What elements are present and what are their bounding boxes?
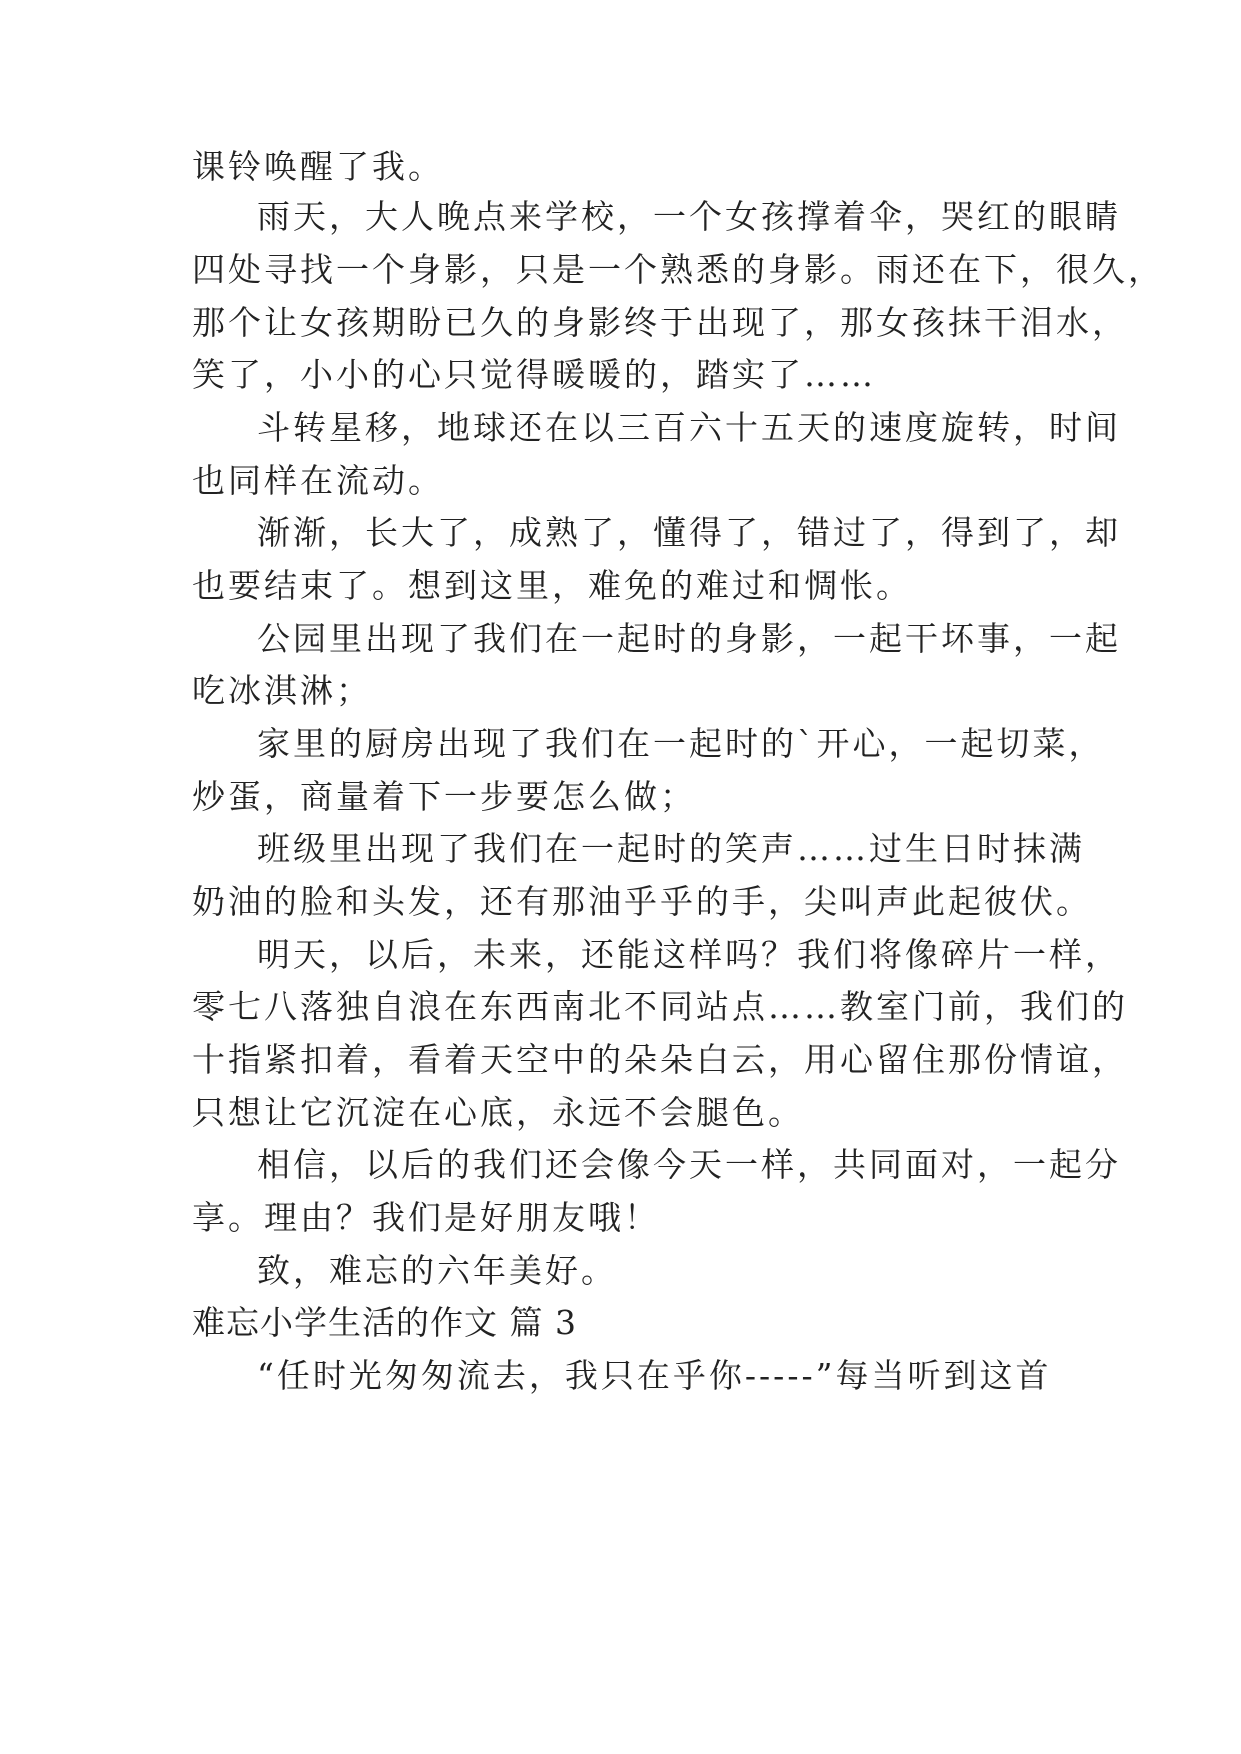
text-line: 十指紧扣着，看着天空中的朵朵白云，用心留住那份情谊， <box>192 1040 1128 1079</box>
paragraph-start-line: 家里的厨房出现了我们在一起时的`开心，一起切菜， <box>257 724 1105 763</box>
text-line: 也同样在流动。 <box>192 461 444 500</box>
text-line: 零七八落独自浪在东西南北不同站点……教室门前，我们的 <box>192 987 1128 1026</box>
text-line: 只想让它沉淀在心底，永远不会腿色。 <box>192 1093 804 1132</box>
text-line: 笑了，小小的心只觉得暖暖的，踏实了…… <box>192 355 876 394</box>
paragraph-start-line: 致，难忘的六年美好。 <box>257 1251 617 1290</box>
paragraph-start-line: “任时光匆匆流去，我只在乎你-----”每当听到这首 <box>257 1356 1052 1395</box>
text-line: 享。理由？我们是好朋友哦！ <box>192 1198 660 1237</box>
text-line: 奶油的脸和头发，还有那油乎乎的手，尖叫声此起彼伏。 <box>192 882 1092 921</box>
text-line: 四处寻找一个身影，只是一个熟悉的身影。雨还在下，很久， <box>192 250 1164 289</box>
paragraph-start-line: 渐渐，长大了，成熟了，懂得了，错过了，得到了，却 <box>257 513 1121 552</box>
text-line: 炒蛋，商量着下一步要怎么做； <box>192 777 696 816</box>
paragraph-start-line: 斗转星移，地球还在以三百六十五天的速度旋转，时间 <box>257 408 1121 447</box>
paragraph-start-line: 公园里出现了我们在一起时的身影，一起干坏事，一起 <box>257 619 1121 658</box>
paragraph-start-line: 相信，以后的我们还会像今天一样，共同面对，一起分 <box>257 1145 1121 1184</box>
paragraph-start-line: 雨天，大人晚点来学校，一个女孩撑着伞，哭红的眼睛 <box>257 197 1121 236</box>
text-line: 那个让女孩期盼已久的身影终于出现了，那女孩抹干泪水， <box>192 303 1128 342</box>
text-line: 也要结束了。想到这里，难免的难过和惆怅。 <box>192 566 912 605</box>
text-line: 吃冰淇淋； <box>192 671 372 710</box>
paragraph-start-line: 明天，以后，未来，还能这样吗？我们将像碎片一样， <box>257 935 1121 974</box>
text-line: 课铃唤醒了我。 <box>192 147 444 186</box>
section-heading: 难忘小学生活的作文 篇 3 <box>192 1303 577 1342</box>
paragraph-start-line: 班级里出现了我们在一起时的笑声……过生日时抹满 <box>257 829 1085 868</box>
